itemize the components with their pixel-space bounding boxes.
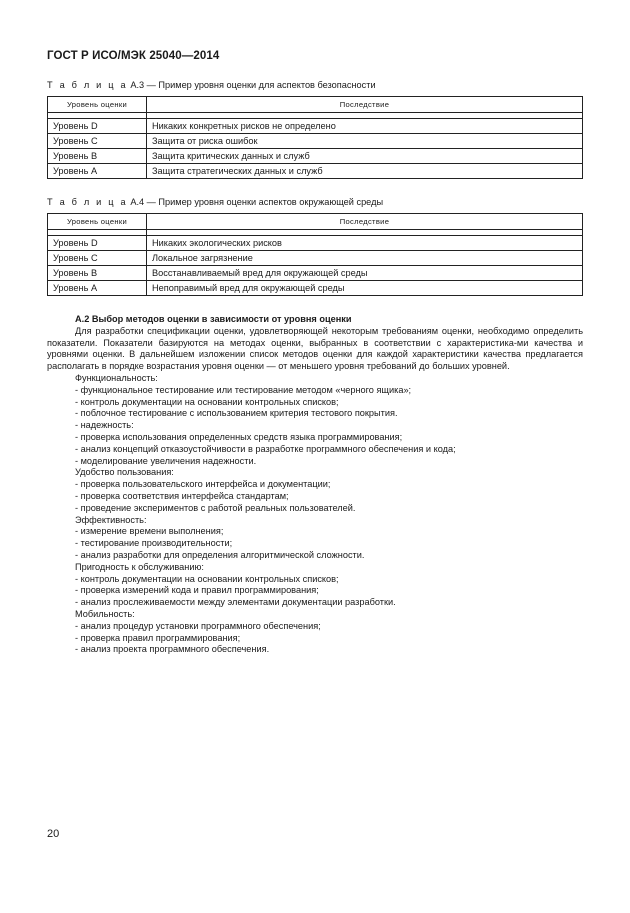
document-header: ГОСТ Р ИСО/МЭК 25040—2014 [47,50,220,62]
table-cell-consequence: Восстанавливаемый вред для окружающей среды [147,266,583,281]
table-cell-consequence: Защита от риска ошибок [147,134,583,149]
list-item: - анализ прослеживаемости между элементами документации разработки. [75,597,396,608]
table-cell-consequence: Непоправимый вред для окружающей среды [147,281,583,296]
table-header-row [48,214,583,230]
list-item: - контроль документации на основании контрольных списков; [75,573,339,584]
table-row [48,164,583,179]
table-a3-caption-text: А.3 — Пример уровня оценки для аспектов безопасности [127,80,376,90]
list-item: - тестирование производительности; [75,538,233,549]
table-a3-caption [47,80,376,90]
list-item: - анализ проекта программного обеспечения. [75,644,270,655]
list-item: - контроль документации на основании контрольных списков; [75,396,339,407]
table-row [48,236,583,251]
list-item: - поблочное тестирование с использованием критерия тестового покрытия. [75,408,398,419]
table-row [48,119,583,134]
list-heading: Пригодность к обслуживанию: [75,561,204,572]
table-cell-consequence: Защита стратегических данных и служб [147,164,583,179]
table-row [48,281,583,296]
list-item: - анализ процедур установки программного обеспечения; [75,620,321,631]
list-item: - моделирование увеличения надежности. [75,455,257,466]
table-cell-consequence: Никаких экологических рисков [147,236,583,251]
table-a3-caption-label: Т а б л и ц а [47,80,128,90]
list-item: - надежность: [75,420,134,431]
list-item: - анализ разработки для определения алгоритмической сложности. [75,549,365,560]
table-cell-level: Уровень D [48,119,147,134]
column-header-consequence: Последствие [147,97,583,113]
table-cell-level: Уровень A [48,164,147,179]
list-item: - проверка измерений кода и правил программирования; [75,585,319,596]
list-item: - проверка соответствия интерфейса стандартам; [75,490,289,501]
column-header-level: Уровень оценки [48,214,147,230]
column-header-level: Уровень оценки [48,97,147,113]
list-item: - функциональное тестирование или тестирование методом «черного ящика»; [75,384,412,395]
table-a3 [47,96,583,179]
page-number: 20 [47,828,60,840]
section-title: А.2 Выбор методов оценки в зависимости от уровня оценки [75,314,352,324]
list-heading: Эффективность: [75,514,147,525]
list-item: - проверка правил программирования; [75,632,241,643]
section-a2 [47,314,583,656]
table-a4 [47,213,583,296]
table-cell-consequence: Защита критических данных и служб [147,149,583,164]
table-row [48,134,583,149]
table-cell-level: Уровень B [48,266,147,281]
list-item: - проведение экспериментов с работой реальных пользователей. [75,502,356,513]
list-item: - проверка использования определенных средств языка программирования; [75,431,403,442]
table-a4-caption [47,197,383,207]
list-heading: Мобильность: [75,608,135,619]
table-cell-consequence: Локальное загрязнение [147,251,583,266]
table-row [48,149,583,164]
table-a4-caption-label: Т а б л и ц а [47,197,128,207]
table-cell-level: Уровень A [48,281,147,296]
section-paragraph: Для разработки спецификации оценки, удовлетворяющей некоторым требованиям оценки, необходимо определить показатели. Показатели базируются на методах оценки, выбранных в соответствии с характеристика-ми качества и уровнями оценки. В дальнейшем изложении список методов оценки для каждой характеристики качества предлагается располагать в порядке возрастания уровня оценки — от меньшего уровня требований до больших уровней. [47,325,583,372]
table-cell-level: Уровень B [48,149,147,164]
table-cell-level: Уровень C [48,134,147,149]
list-item: - проверка пользовательского интерфейса и документации; [75,479,331,490]
table-row [48,266,583,281]
table-cell-level: Уровень D [48,236,147,251]
list-heading: Удобство пользования: [75,467,174,478]
list-heading: Функциональность: [75,372,158,383]
list-item: - измерение времени выполнения; [75,526,224,537]
list-item: - анализ концепций отказоустойчивости в разработке программного обеспечения и кода; [75,443,456,454]
table-cell-consequence: Никаких конкретных рисков не определено [147,119,583,134]
method-list [47,373,583,656]
column-header-consequence: Последствие [147,214,583,230]
table-row [48,251,583,266]
table-cell-level: Уровень C [48,251,147,266]
table-a4-caption-text: А.4 — Пример уровня оценки аспектов окружающей среды [127,197,384,207]
table-header-row [48,97,583,113]
